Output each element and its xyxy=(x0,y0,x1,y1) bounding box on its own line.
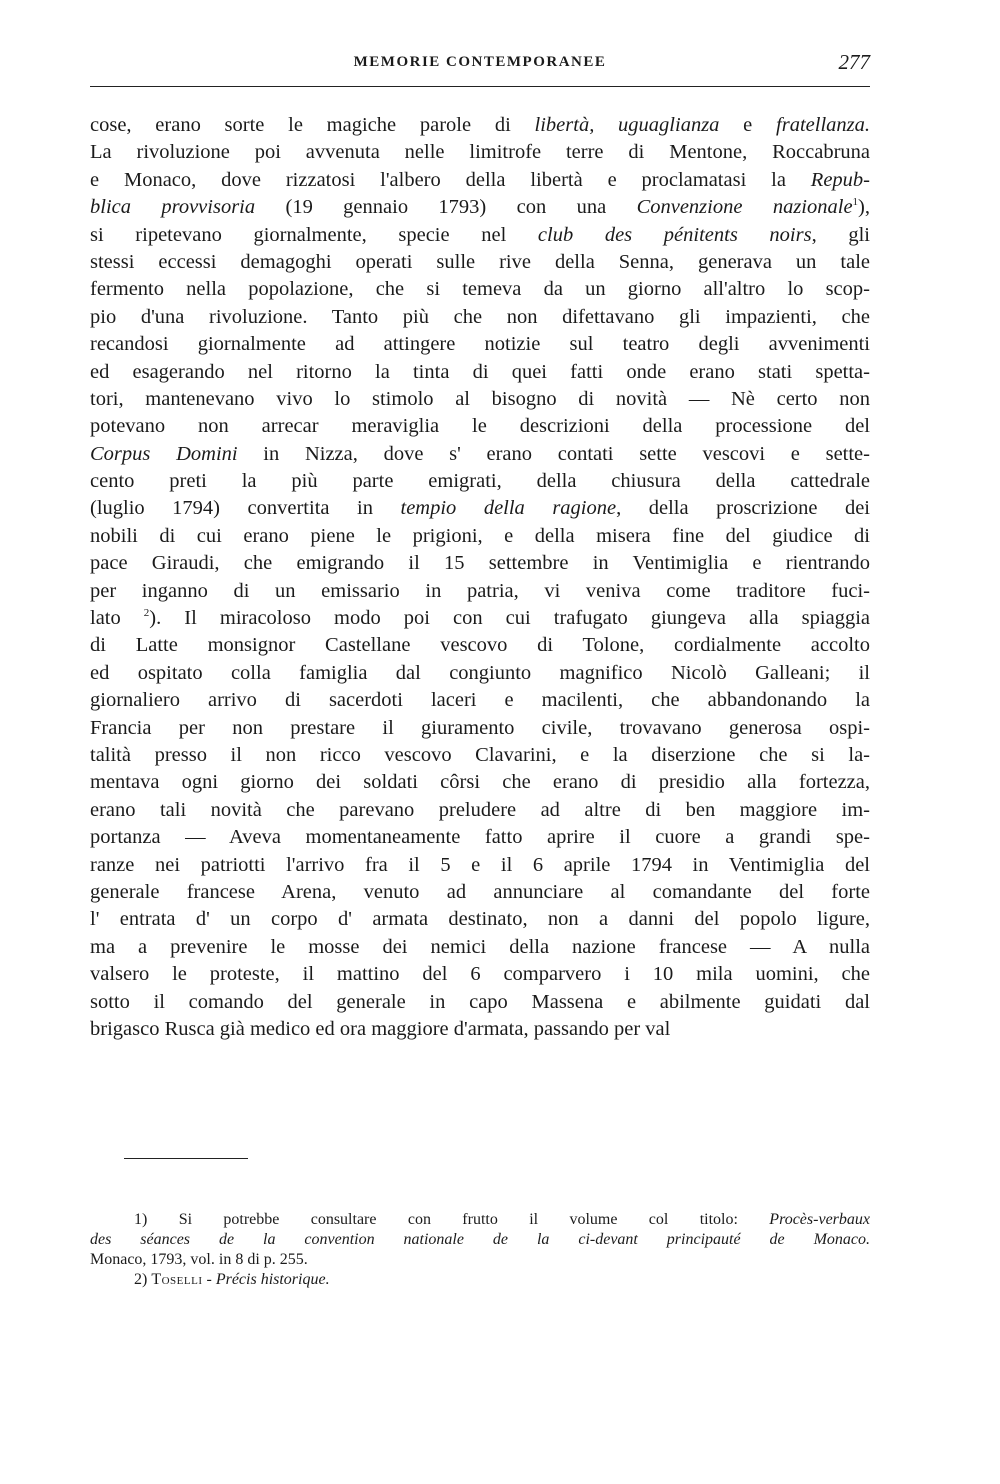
text-run: si ripetevano giornalmente, specie nel xyxy=(90,223,538,246)
text-line xyxy=(90,961,870,988)
text-run: ranze nei patriotti l'arrivo fra il 5 e il 6 aprile 1794 in Ventimiglia del xyxy=(90,853,870,876)
text-run: stessi eccessi demagoghi operati sulle rive della Senna, generava un tale xyxy=(90,250,870,273)
text-line xyxy=(90,359,870,386)
text-line xyxy=(90,852,870,879)
text-line xyxy=(90,632,870,659)
text-line xyxy=(90,769,870,796)
footnote-line xyxy=(90,1230,870,1250)
text-run: pio d'una rivoluzione. Tanto più che non difettavano gli impazienti, che xyxy=(90,305,870,328)
text-line xyxy=(90,112,870,139)
text-line xyxy=(90,879,870,906)
text-run: ). Il miracoloso modo poi con cui trafugato giungeva alla spiaggia xyxy=(149,607,870,630)
text-run: ), xyxy=(858,196,870,219)
text-line xyxy=(90,687,870,714)
text-run: Francia per non prestare il giuramento civile, trovavano generosa ospi- xyxy=(90,716,870,739)
footnote-divider xyxy=(124,1158,248,1159)
text-line xyxy=(90,276,870,303)
text-line xyxy=(90,468,870,495)
text-line xyxy=(90,222,870,249)
text-line xyxy=(90,550,870,577)
text-run: Monaco, 1793, vol. in 8 di p. 255. xyxy=(90,1251,308,1268)
text-run: ma a prevenire le mosse dei nemici della nazione francese — A nulla xyxy=(90,935,870,958)
text-run: l' entrata d' un corpo d' armata destinato, non a danni del popolo ligure, xyxy=(90,908,870,931)
text-line xyxy=(90,139,870,166)
text-line xyxy=(90,304,870,331)
footnotes xyxy=(90,1210,870,1290)
italic-text: Précis historique. xyxy=(215,1271,330,1288)
italic-text: blica provvisoria xyxy=(90,196,256,219)
italic-text: des séances de la convention nationale de la ci-devant principauté de Monaco. xyxy=(90,1231,870,1248)
text-run: , della proscrizione dei xyxy=(616,497,871,520)
text-line xyxy=(90,441,870,468)
text-run: cento preti la più parte emigrati, della chiusura della cattedrale xyxy=(90,470,870,493)
text-line xyxy=(90,194,870,221)
text-run: potevano non arrecar meraviglia le descrizioni della processione del xyxy=(90,415,870,438)
text-run: recandosi giornalmente ad attingere notizie sul teatro degli avvenimenti xyxy=(90,333,870,356)
text-run: e xyxy=(719,114,777,136)
italic-text: fratellanza. xyxy=(776,114,870,136)
text-run: cose, erano sorte le magiche parole di xyxy=(90,114,535,136)
text-run: e Monaco, dove rizzatosi l'albero della libertà e proclamatasi la xyxy=(90,168,811,191)
footnote-line xyxy=(90,1270,870,1290)
text-run: brigasco Rusca già medico ed ora maggiore d'armata, passando per val xyxy=(90,1017,671,1040)
footnote-marker: 2 xyxy=(143,607,150,620)
text-run: La rivoluzione poi avvenuta nelle limitrofe terre di Mentone, Roccabruna xyxy=(90,141,870,164)
text-run: generale francese Arena, venuto ad annunciare al comandante del forte xyxy=(90,880,870,903)
body-text xyxy=(90,112,870,1043)
text-run: pace Giraudi, che emigrando il 15 settembre in Ventimiglia e rientrando xyxy=(90,552,870,575)
text-line xyxy=(90,1016,870,1043)
text-line xyxy=(90,934,870,961)
text-run: giornaliero arrivo di sacerdoti laceri e macilenti, che abbandonando la xyxy=(90,689,870,712)
author-name: Toselli xyxy=(151,1271,203,1288)
text-line xyxy=(90,249,870,276)
text-run: (luglio 1794) convertita in xyxy=(90,497,401,520)
text-run: talità presso il non ricco vescovo Clavarini, e la diserzione che si la- xyxy=(90,743,870,766)
italic-text: club des pénitents noirs xyxy=(537,223,812,246)
text-run: lato xyxy=(90,607,144,630)
text-line xyxy=(90,605,870,632)
text-run: ed ospitato colla famiglia dal congiunto magnifico Nicolò Galleani; il xyxy=(90,661,870,684)
page-number: 277 xyxy=(838,50,870,74)
text-run: tori, mantenevano vivo lo stimolo al bisogno di novità — Nè certo non xyxy=(90,387,870,410)
italic-text: Procès-verbaux xyxy=(769,1211,870,1228)
italic-text: Corpus Domini xyxy=(90,442,238,465)
text-line xyxy=(90,824,870,851)
text-run: erano tali novità che parevano preludere ad altre di ben maggiore im- xyxy=(90,798,870,821)
text-run: , gli xyxy=(811,223,870,246)
italic-text: Repub- xyxy=(810,168,870,191)
text-line xyxy=(90,386,870,413)
text-run: in Nizza, dove s' erano contati sette vescovi e sette- xyxy=(237,442,870,465)
text-line xyxy=(90,989,870,1016)
italic-text: Convenzione nazionale xyxy=(636,196,853,219)
text-run: nobili di cui erano piene le prigioni, e della misera fine del giudice di xyxy=(90,524,870,547)
italic-text: tempio della ragione xyxy=(400,497,617,520)
text-run: per inganno di un emissario in patria, vi veniva come traditore fuci- xyxy=(90,579,870,602)
text-line xyxy=(90,495,870,522)
text-run: portanza — Aveva momentaneamente fatto aprire il cuore a grandi spe- xyxy=(90,826,870,849)
text-run: fermento nella popolazione, che si temeva da un giorno all'altro lo scop- xyxy=(90,278,870,301)
text-run: 1) Si potrebbe consultare con frutto il volume col titolo: xyxy=(134,1211,770,1228)
italic-text: libertà, uguaglianza xyxy=(534,114,720,136)
text-line xyxy=(90,413,870,440)
text-run: mentava ogni giorno dei soldati côrsi che erano di presidio alla fortezza, xyxy=(90,771,870,794)
text-run: 2) xyxy=(134,1271,152,1288)
text-run: sotto il comando del generale in capo Massena e abilmente guidati dal xyxy=(90,990,870,1013)
text-run: di Latte monsignor Castellane vescovo di Tolone, cordialmente accolto xyxy=(90,634,870,657)
text-run: (19 gennaio 1793) con una xyxy=(255,196,637,219)
text-run: valsero le proteste, il mattino del 6 comparvero i 10 mila uomini, che xyxy=(90,963,870,986)
running-title: MEMORIE CONTEMPORANEE xyxy=(353,54,607,70)
text-line xyxy=(90,715,870,742)
text-line xyxy=(90,660,870,687)
footnote-marker: 1 xyxy=(852,196,859,209)
text-run: ed esagerando nel ritorno la tinta di quei fatti onde erano stati spetta- xyxy=(90,360,870,383)
text-line xyxy=(90,797,870,824)
text-line xyxy=(90,742,870,769)
text-line xyxy=(90,331,870,358)
running-header xyxy=(90,50,870,87)
text-line xyxy=(90,906,870,933)
footnote-line xyxy=(90,1210,870,1230)
text-line xyxy=(90,167,870,194)
text-line xyxy=(90,523,870,550)
text-line xyxy=(90,578,870,605)
text-run: - xyxy=(202,1271,216,1288)
footnote-line xyxy=(90,1250,870,1270)
